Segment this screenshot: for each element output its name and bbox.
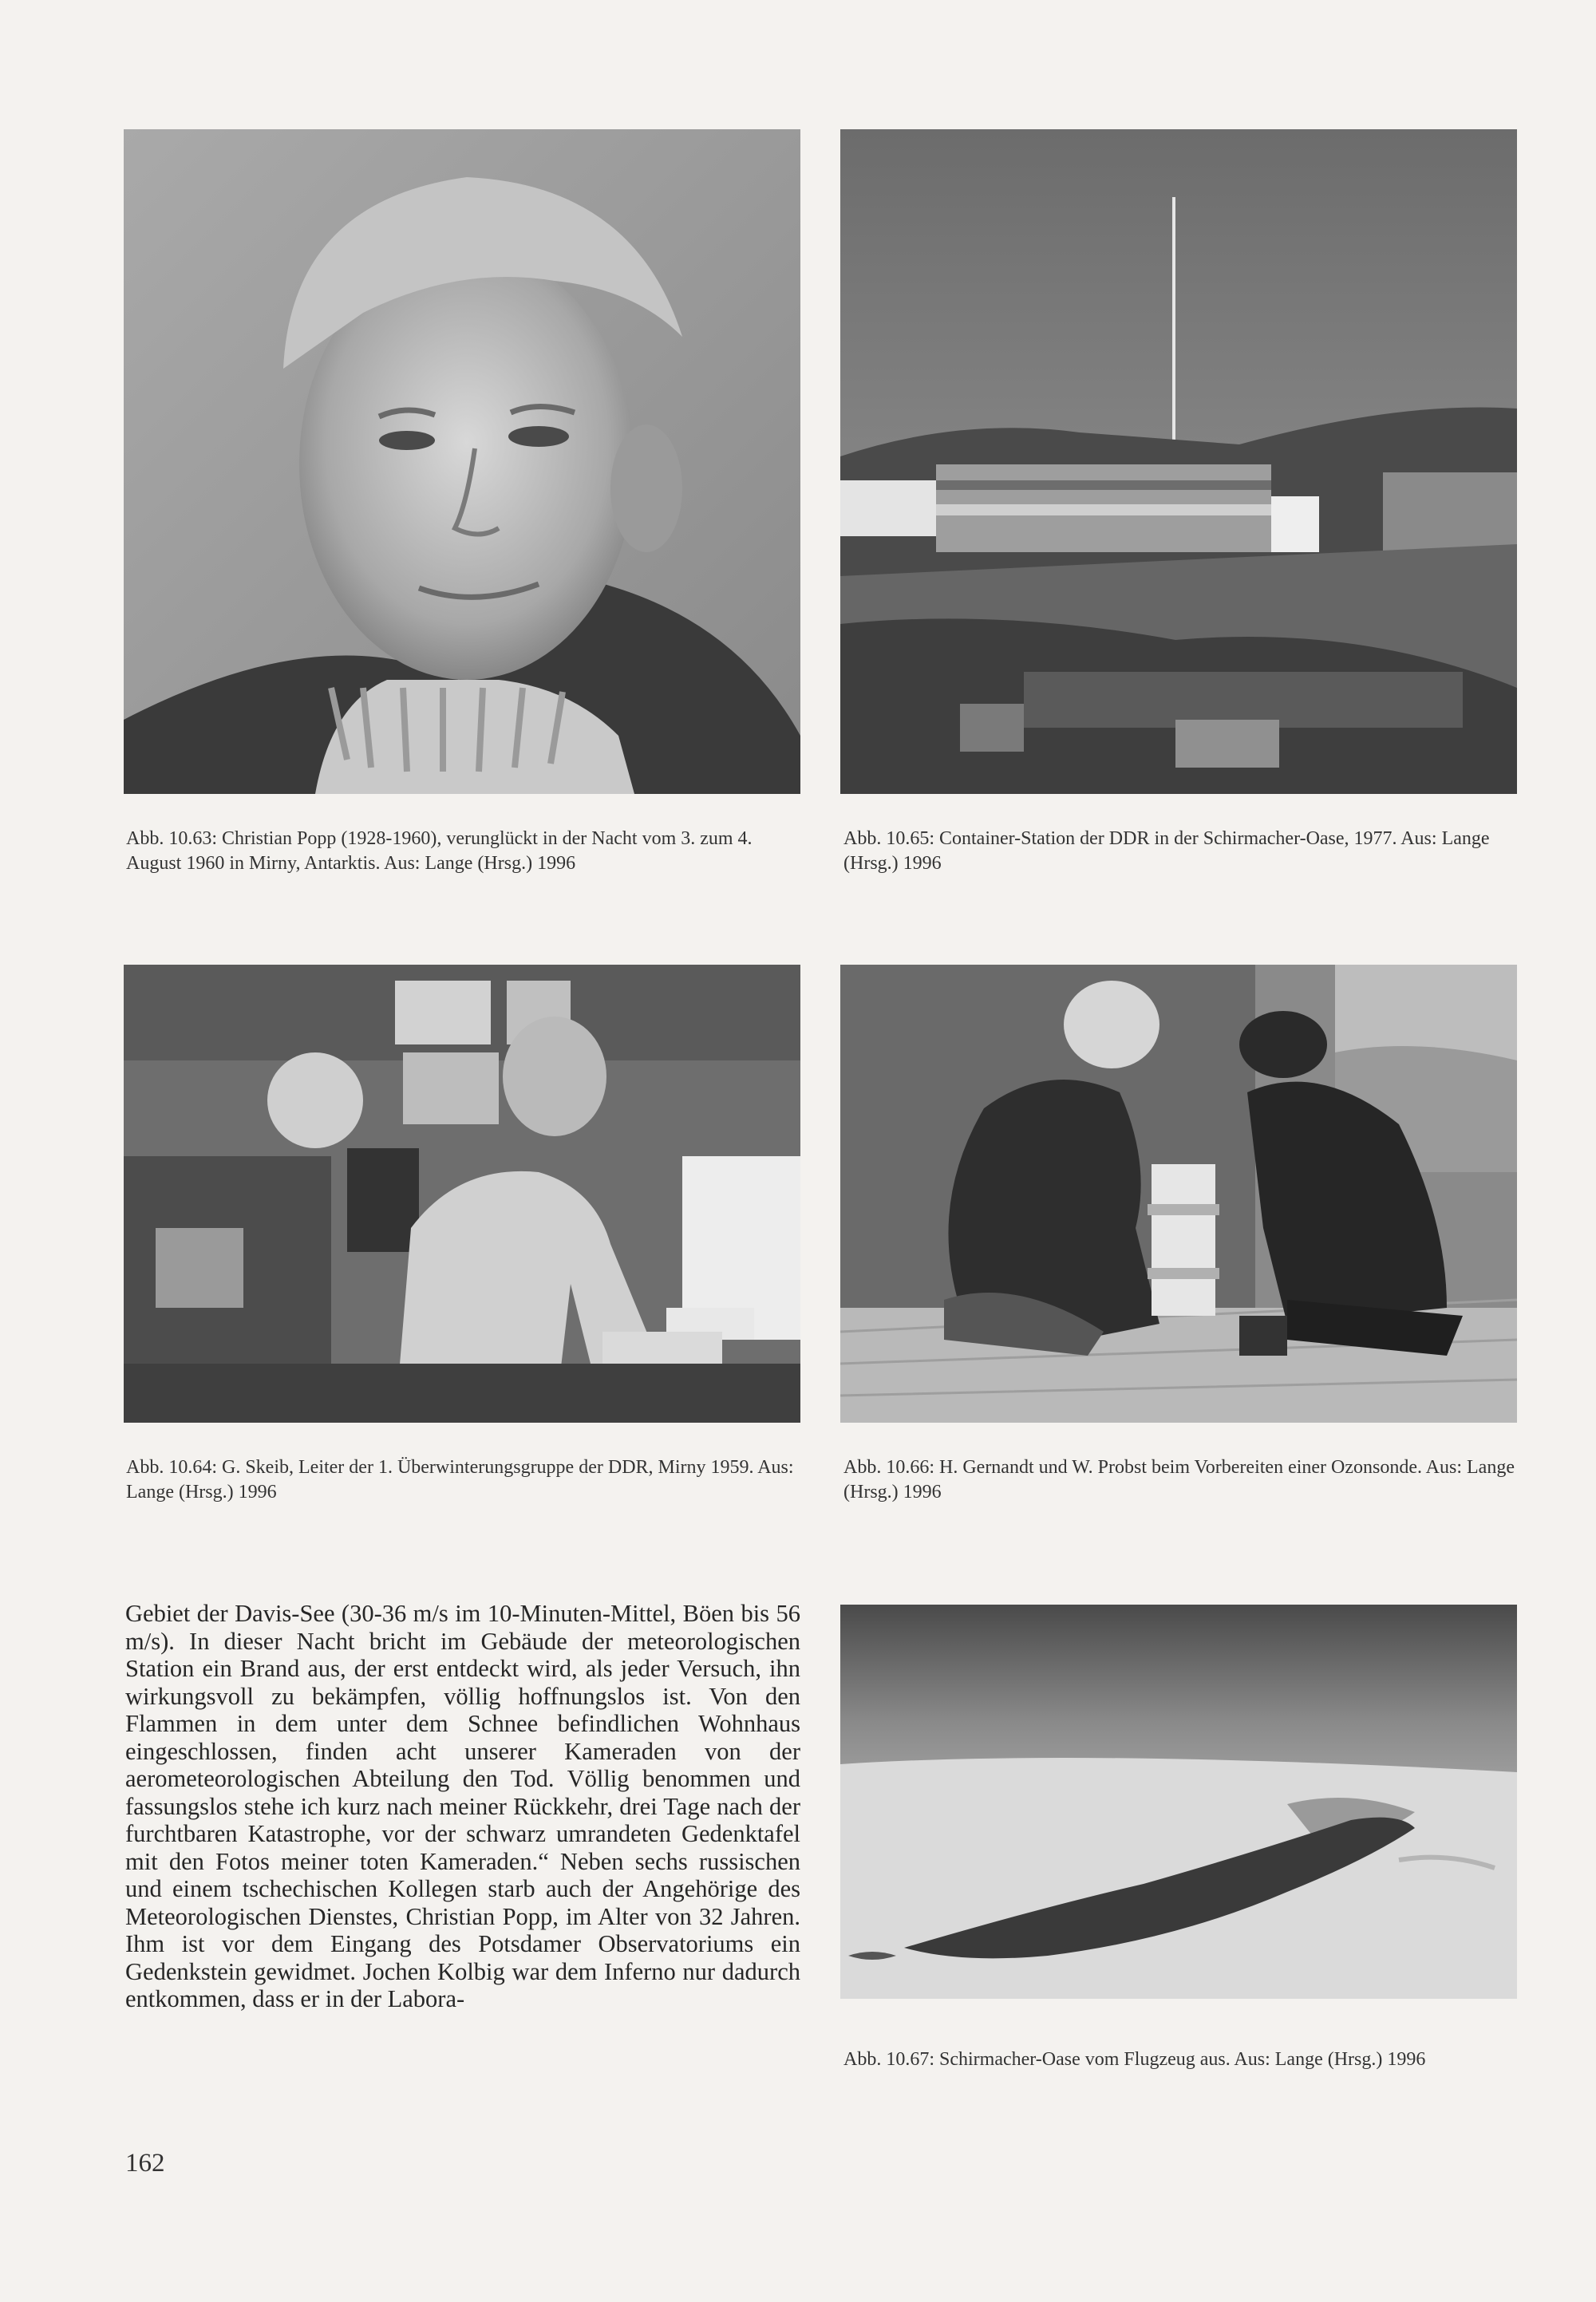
figure-caption-10-63: Abb. 10.63: Christian Popp (1928-1960), verunglückt in der Nacht vom 3. zum 4. August 1960 in Mirny, Antarktis. Aus: Lange (Hrsg.) 1996 bbox=[126, 828, 753, 874]
aerial-photo bbox=[840, 1605, 1517, 1999]
body-text: Gebiet der Davis-See (30-36 m/s im 10-Minuten-Mittel, Böen bis 56 m/s). In dieser Nacht bricht im Gebäude der meteorologischen Station ein Brand aus, der erst entdeckt wird, als jeder Versuch, ihn wirkungsvoll zu bekämpfen, völlig hoffnungslos ist. Von den Flammen in dem unter dem Schnee befindlichen Wohnhaus eingeschlossen, finden acht unserer Kameraden von der aerometeorologischen Abteilung den Tod. Völlig benommen und fassungslos stehe ich kurz nach meiner Rückkehr, drei Tage nach der furchtbaren Katastrophe, vor der schwarz umrandeten Gedenktafel mit den Fotos meiner toten Kameraden.“ Neben sechs russischen und einem tschechischen Kollegen starb auch der Angehörige des Meteorologischen Dienstes, Christian Popp, im Alter von 32 Jahren. Ihm ist vor dem Eingang des Potsdamer Observatoriums ein Gedenkstein gewidmet. Jochen Kolbig war dem Inferno nur dadurch entkommen, dass er in der Labora- bbox=[125, 1600, 800, 2012]
lab-photo bbox=[124, 965, 800, 1423]
figure-caption-10-64: Abb. 10.64: G. Skeib, Leiter der 1. Überwinterungsgruppe der DDR, Mirny 1959. Aus: Lange (Hrsg.) 1996 bbox=[126, 1457, 794, 1502]
figure-caption-10-66: Abb. 10.66: H. Gernandt und W. Probst beim Vorbereiten einer Ozonsonde. Aus: Lange (Hrsg.) 1996 bbox=[843, 1457, 1515, 1502]
station-photo bbox=[840, 129, 1517, 794]
ozonsonde-photo bbox=[840, 965, 1517, 1423]
figure-caption-10-65: Abb. 10.65: Container-Station der DDR in der Schirmacher-Oase, 1977. Aus: Lange (Hrsg.) 1996 bbox=[843, 828, 1490, 874]
figure-caption-10-67: Abb. 10.67: Schirmacher-Oase vom Flugzeug aus. Aus: Lange (Hrsg.) 1996 bbox=[843, 2049, 1426, 2070]
portrait-photo bbox=[124, 129, 800, 794]
page-number: 162 bbox=[125, 2149, 165, 2178]
